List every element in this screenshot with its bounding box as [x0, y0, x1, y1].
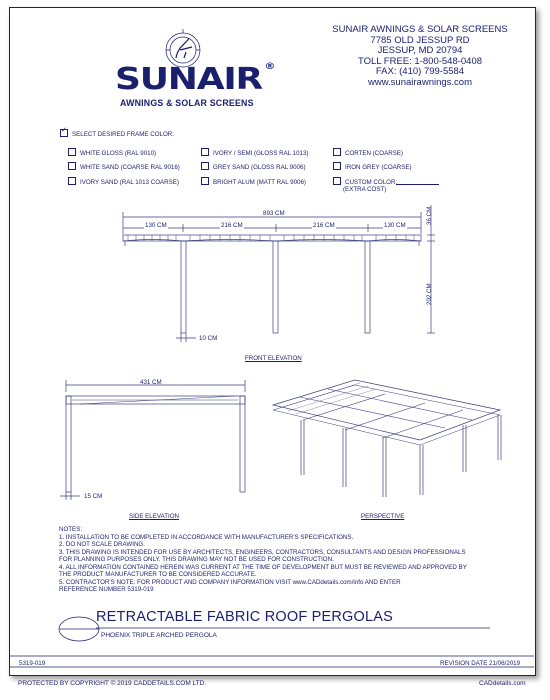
- drawing-title: RETRACTABLE FABRIC ROOF PERGOLAS: [96, 609, 393, 625]
- note-line-7: 5. CONTRACTOR'S NOTE: FOR PRODUCT AND COMPANY INFORMATION VISIT www.CADdetails.com/info AND ENTER: [59, 578, 401, 586]
- front-post-height: 202 CM: [426, 283, 433, 305]
- note-line-1: 1. INSTALLATION TO BE COMPLETED IN ACCORDANCE WITH MANUFACTURER'S SPECIFICATIONS.: [59, 533, 354, 541]
- company-tollfree: TOLL FREE: 1-800-548-0408: [357, 55, 483, 67]
- notes-block: [59, 526, 467, 594]
- notes-heading: NOTES:: [59, 526, 83, 533]
- side-elevation-drawing: [60, 380, 245, 500]
- color-option-ivory-sand[interactable]: IVORY SAND (RAL 1013 COARSE): [68, 177, 179, 187]
- company-address-2: JESSUP, MD 20794: [377, 45, 463, 56]
- drawing-subtitle: PHOENIX TRIPLE ARCHED PERGOLA: [101, 632, 217, 639]
- company-website[interactable]: www.sunairawnings.com: [367, 76, 472, 88]
- front-bay-1: 130 CM: [145, 222, 167, 229]
- front-roof-height: 36 CM: [426, 206, 433, 225]
- reference-number: 5319-019: [19, 660, 46, 667]
- side-elevation-label: SIDE ELEVATION: [129, 513, 179, 520]
- note-line-6: THE PRODUCT MANUFACTURER TO BE CONSIDERED ACCURATE.: [59, 571, 257, 578]
- color-option-bright-alum[interactable]: BRIGHT ALUM (MATT RAL 9006): [201, 177, 306, 187]
- note-line-8: REFERENCE NUMBER 5319-019: [59, 586, 154, 593]
- footer-site-link[interactable]: CADdetails.com: [479, 680, 526, 687]
- front-bay-3: 216 CM: [313, 222, 335, 229]
- perspective-label: PERSPECTIVE: [361, 513, 405, 520]
- color-option-iron-grey[interactable]: IRON GREY (COARSE): [333, 162, 412, 172]
- front-bay-4: 130 CM: [384, 222, 406, 229]
- color-option-ivory-semi[interactable]: IVORY / SEMI (GLOSS RAL 1013): [201, 148, 309, 158]
- check-icon: ✓: [61, 127, 67, 134]
- front-bay-2: 216 CM: [221, 222, 243, 229]
- perspective-drawing: [273, 380, 501, 497]
- color-option-grey-sand[interactable]: GREY SAND (GLOSS RAL 9006): [201, 162, 306, 172]
- logo-wordmark: SUNAIR ®: [115, 62, 275, 97]
- side-depth: 431 CM: [140, 379, 162, 386]
- color-selection-heading: ✓ SELECT DESIRED FRAME COLOR:: [61, 127, 174, 138]
- front-elevation-label: FRONT ELEVATION: [245, 355, 302, 362]
- company-name: SUNAIR AWNINGS & SOLAR SCREENS: [332, 24, 508, 35]
- side-post-size: 15 CM: [84, 493, 103, 500]
- note-line-2: 2. DO NOT SCALE DRAWING.: [59, 541, 145, 548]
- note-line-3: 3. THIS DRAWING IS INTENDED FOR USE BY ARCHITECTS, ENGINEERS, CONTRACTORS, CONSULTANTS AND DESIGN PROFESSIONALS: [59, 548, 466, 556]
- company-address-1: 7785 OLD JESSUP RD: [370, 34, 470, 46]
- revision-date: REVISION DATE 21/06/2019: [440, 660, 521, 667]
- note-line-5: 4. ALL INFORMATION CONTAINED HEREIN WAS CURRENT AT THE TIME OF DEVELOPMENT BUT MUST BE REVIEWED AND APPROVED BY: [59, 563, 467, 571]
- front-overall-width: 893 CM: [263, 210, 285, 217]
- logo-tagline: AWNINGS & SOLAR SCREENS: [120, 98, 254, 108]
- color-option-white-gloss[interactable]: WHITE GLOSS (RAL 9010): [68, 148, 156, 158]
- front-post-size: 10 CM: [199, 335, 218, 342]
- custom-color-note: (EXTRA COST): [343, 186, 387, 193]
- color-option-white-sand[interactable]: WHITE SAND (COARSE RAL 9016): [68, 162, 180, 172]
- note-line-4: FOR PLANNING PURPOSES ONLY. THIS DRAWING MAY NOT BE USED FOR CONSTRUCTION.: [59, 556, 334, 563]
- color-option-corten[interactable]: CORTEN (COARSE): [333, 148, 403, 158]
- company-fax: FAX: (410) 799-5584: [375, 66, 465, 77]
- color-option-custom[interactable]: CUSTOM COLOR:: [333, 177, 397, 187]
- copyright-notice: PROTECTED BY COPYRIGHT © 2019 CADDETAILS.COM LTD.: [18, 680, 207, 687]
